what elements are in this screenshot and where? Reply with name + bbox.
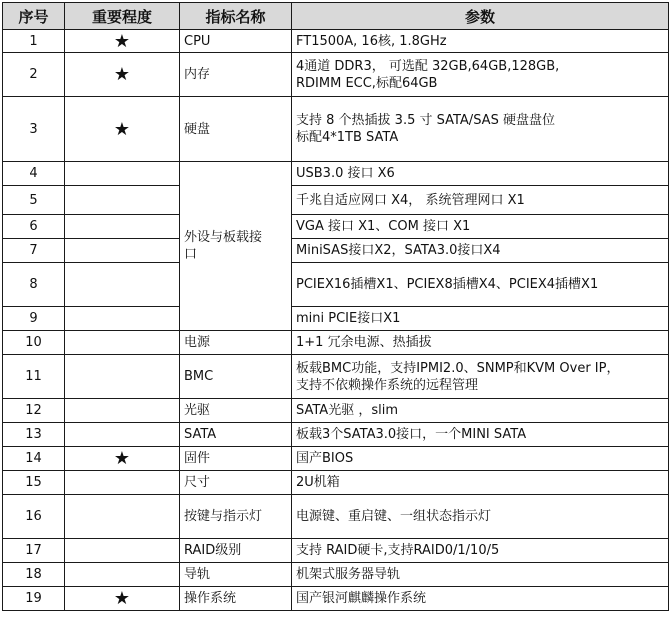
indicator-name: SATA — [180, 423, 292, 447]
table-row — [3, 53, 669, 97]
header-no: 序号 — [3, 3, 65, 30]
indicator-name-merged: 外设与板载接 口 — [180, 162, 292, 331]
parameter-value: SATA光驱 ，slim — [292, 399, 669, 423]
row-number: 9 — [3, 307, 65, 331]
importance-star — [65, 399, 180, 423]
table-row — [3, 495, 669, 539]
parameter-value: 千兆自适应网口 X4， 系统管理网口 X1 — [292, 186, 669, 215]
importance-star: ★ — [65, 587, 180, 611]
row-number: 11 — [3, 355, 65, 399]
indicator-name: 内存 — [180, 53, 292, 97]
header-row — [3, 3, 669, 30]
parameter-value: 国产银河麒麟操作系统 — [292, 587, 669, 611]
parameter-value: 板载3个SATA3.0接口，一个MINI SATA — [292, 423, 669, 447]
indicator-name: 尺寸 — [180, 471, 292, 495]
table-row — [3, 587, 669, 611]
importance-star — [65, 162, 180, 186]
row-number: 13 — [3, 423, 65, 447]
importance-star: ★ — [65, 53, 180, 97]
importance-star — [65, 307, 180, 331]
parameter-value: 板载BMC功能，支持IPMI2.0、SNMP和KVM Over IP， 支持不依赖操作系统的远程管理 — [292, 355, 669, 399]
parameter-value: USB3.0 接口 X6 — [292, 162, 669, 186]
indicator-name: CPU — [180, 30, 292, 53]
importance-star — [65, 186, 180, 215]
parameter-value: 支持 RAID硬卡,支持RAID0/1/10/5 — [292, 539, 669, 563]
table-row — [3, 239, 669, 263]
indicator-name: 导轨 — [180, 563, 292, 587]
indicator-name: 电源 — [180, 331, 292, 355]
header-parameters: 参数 — [292, 3, 669, 30]
header-importance: 重要程度 — [65, 3, 180, 30]
row-number: 2 — [3, 53, 65, 97]
parameter-value: 支持 8 个热插拔 3.5 寸 SATA/SAS 硬盘盘位 标配4*1TB SATA — [292, 97, 669, 162]
indicator-name: 操作系统 — [180, 587, 292, 611]
row-number: 18 — [3, 563, 65, 587]
row-number: 7 — [3, 239, 65, 263]
row-number: 8 — [3, 263, 65, 307]
table-row — [3, 539, 669, 563]
row-number: 10 — [3, 331, 65, 355]
table-row — [3, 355, 669, 399]
importance-star: ★ — [65, 97, 180, 162]
table-row — [3, 263, 669, 307]
importance-star — [65, 263, 180, 307]
table-row — [3, 563, 669, 587]
table-row — [3, 215, 669, 239]
importance-star — [65, 423, 180, 447]
table-row — [3, 186, 669, 215]
parameter-value: MiniSAS接口X2，SATA3.0接口X4 — [292, 239, 669, 263]
parameter-value: 电源键、重启键、一组状态指示灯 — [292, 495, 669, 539]
row-number: 4 — [3, 162, 65, 186]
spec-table — [2, 2, 669, 611]
row-number: 14 — [3, 447, 65, 471]
parameter-value: PCIEX16插槽X1、PCIEX8插槽X4、PCIEX4插槽X1 — [292, 263, 669, 307]
indicator-name: 光驱 — [180, 399, 292, 423]
table-row — [3, 162, 669, 186]
row-number: 6 — [3, 215, 65, 239]
indicator-name: RAID级别 — [180, 539, 292, 563]
row-number: 15 — [3, 471, 65, 495]
parameter-value: VGA 接口 X1、COM 接口 X1 — [292, 215, 669, 239]
importance-star — [65, 355, 180, 399]
parameter-value: 4通道 DDR3， 可选配 32GB,64GB,128GB, RDIMM ECC,标配64GB — [292, 53, 669, 97]
indicator-name: 固件 — [180, 447, 292, 471]
row-number: 5 — [3, 186, 65, 215]
row-number: 16 — [3, 495, 65, 539]
indicator-name: 硬盘 — [180, 97, 292, 162]
importance-star — [65, 495, 180, 539]
parameter-value: 2U机箱 — [292, 471, 669, 495]
importance-star — [65, 239, 180, 263]
table-row — [3, 423, 669, 447]
indicator-name: BMC — [180, 355, 292, 399]
importance-star — [65, 471, 180, 495]
row-number: 17 — [3, 539, 65, 563]
parameter-value: 1+1 冗余电源、热插拔 — [292, 331, 669, 355]
table-row — [3, 97, 669, 162]
table-row — [3, 447, 669, 471]
importance-star — [65, 563, 180, 587]
indicator-name: 按键与指示灯 — [180, 495, 292, 539]
table-row — [3, 331, 669, 355]
table-row — [3, 307, 669, 331]
table-row — [3, 399, 669, 423]
importance-star: ★ — [65, 30, 180, 53]
row-number: 3 — [3, 97, 65, 162]
row-number: 19 — [3, 587, 65, 611]
table-row — [3, 30, 669, 53]
importance-star — [65, 331, 180, 355]
row-number: 12 — [3, 399, 65, 423]
parameter-value: 国产BIOS — [292, 447, 669, 471]
parameter-value: mini PCIE接口X1 — [292, 307, 669, 331]
table-row — [3, 471, 669, 495]
importance-star — [65, 539, 180, 563]
importance-star — [65, 215, 180, 239]
importance-star: ★ — [65, 447, 180, 471]
header-indicator-name: 指标名称 — [180, 3, 292, 30]
parameter-value: 机架式服务器导轨 — [292, 563, 669, 587]
row-number: 1 — [3, 30, 65, 53]
parameter-value: FT1500A, 16核, 1.8GHz — [292, 30, 669, 53]
